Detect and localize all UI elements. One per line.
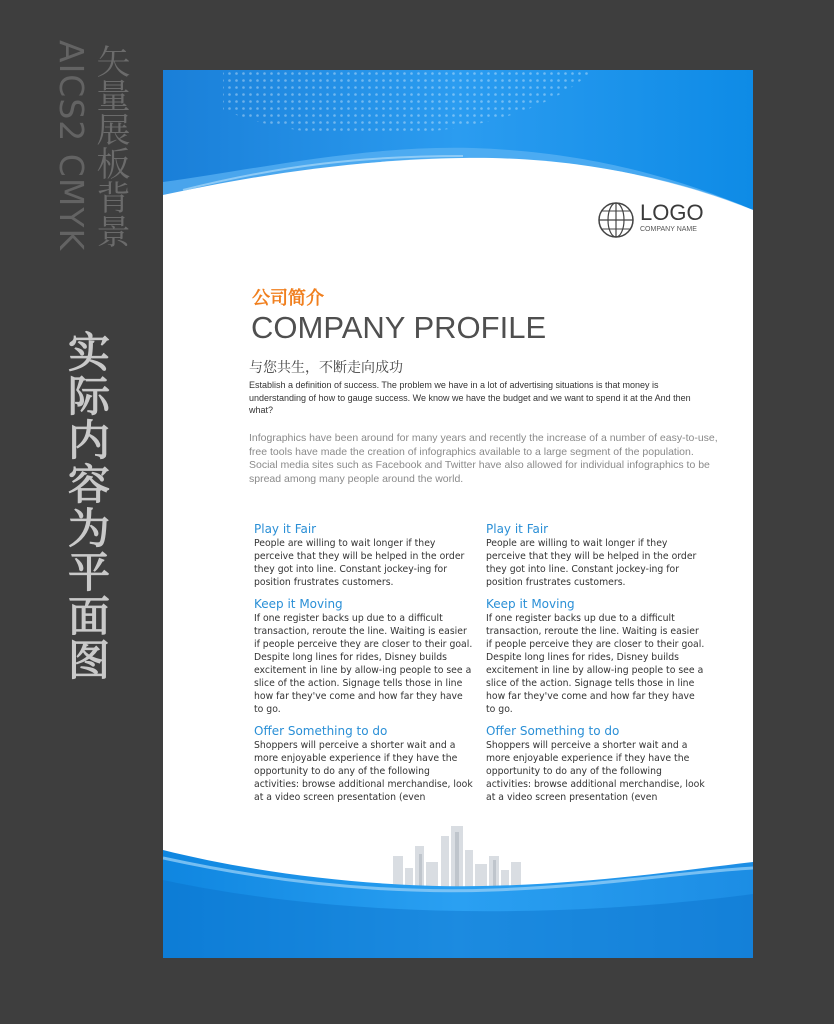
logo <box>596 200 726 240</box>
logo-text: LOGO <box>640 200 704 225</box>
section-offer-something <box>486 723 706 804</box>
intro-paragraph-1: Establish a definition of success. The problem we have in a lot of advertising situations is that money is understanding of how to gauge success. We know we have the budget and we want to spend it at the And then what? <box>249 380 691 415</box>
section-keep-it-moving <box>254 596 474 716</box>
section-heading: Keep it Moving <box>486 597 575 611</box>
poster <box>163 70 753 958</box>
section-keep-it-moving <box>486 596 706 716</box>
section-body: Shoppers will perceive a shorter wait and a more enjoyable experience if they have the opportunity to do any of the following activities: browse additional merchandise, look at a video screen presentation (even <box>254 740 473 803</box>
section-offer-something <box>254 723 474 804</box>
section-play-it-fair <box>254 521 474 589</box>
side-title-en: AICS2 CMYK <box>52 40 91 252</box>
intro-paragraph-2: Infographics have been around for many years and recently the increase of a number of easy-to-use, free tools have made the creation of infographics available to a large segment of the population. Social media sites such as Facebook and Twitter have also allowed for individual infographics to be spread among many people around the world. <box>249 432 718 485</box>
logo-company-name: COMPANY NAME <box>640 226 697 233</box>
side-note: 实际内容为平面图 <box>62 330 111 682</box>
right-column <box>486 521 706 811</box>
side-title-cn: 矢量展板背景 <box>90 44 130 248</box>
section-body: Shoppers will perceive a shorter wait and a more enjoyable experience if they have the opportunity to do any of the following activities: browse additional merchandise, look at a video screen presentation (even <box>486 740 705 803</box>
globe-icon <box>596 200 636 240</box>
section-heading: Play it Fair <box>486 522 549 536</box>
section-play-it-fair <box>486 521 706 589</box>
section-heading: Keep it Moving <box>254 597 343 611</box>
title-chinese: 公司简介 <box>252 288 324 309</box>
section-body: People are willing to wait longer if they perceive that they will be helped in the order they got into line. Constant jockey-ing for position frustrates customers. <box>486 538 697 588</box>
page-title: COMPANY PROFILE <box>251 310 547 345</box>
section-heading: Play it Fair <box>254 522 317 536</box>
section-body: If one register backs up due to a difficult transaction, reroute the line. Waiting is easier if people perceive they are closer to their goal. Despite long lines for rides, Disney builds excitement in line by allow-ing people to see a slice of the action. Signage tells those in line how far they've come and how far they have to go. <box>486 613 705 715</box>
section-heading: Offer Something to do <box>254 724 388 738</box>
left-column <box>254 521 474 811</box>
section-heading: Offer Something to do <box>486 724 620 738</box>
bottom-wave-decoration <box>163 850 753 958</box>
top-wave-decoration <box>163 70 753 220</box>
section-body: If one register backs up due to a difficult transaction, reroute the line. Waiting is easier if people perceive they are closer to their goal. Despite long lines for rides, Disney builds excitement in line by allow-ing people to see a slice of the action. Signage tells those in line how far they've come and how far they have to go. <box>254 613 473 715</box>
slogan: 与您共生，不断走向成功 <box>249 360 403 376</box>
section-body: People are willing to wait longer if they perceive that they will be helped in the order they got into line. Constant jockey-ing for position frustrates customers. <box>254 538 465 588</box>
